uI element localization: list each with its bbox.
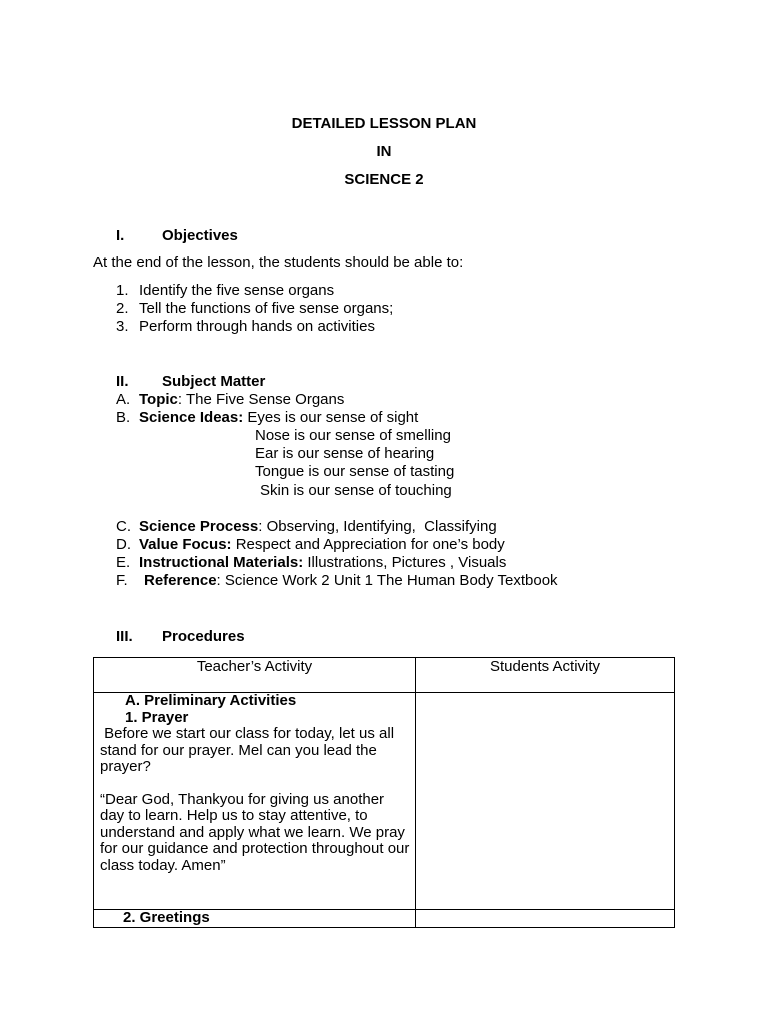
- students-activity-cell: [416, 693, 675, 910]
- list-item-letter: D.: [116, 536, 131, 553]
- topic-value: : The Five Sense Organs: [177, 391, 345, 408]
- table-header-cell: [94, 658, 416, 693]
- science-process-line: [139, 518, 497, 536]
- science-idea: Nose is our sense of smelling: [255, 427, 451, 444]
- list-item-letter: B.: [116, 409, 131, 426]
- science-idea: Ear is our sense of hearing: [255, 445, 435, 462]
- value-focus-label: Value Focus:: [139, 536, 232, 553]
- science-process-value: : Observing, Identifying, Classifying: [258, 518, 497, 535]
- science-idea: Eyes is our sense of sight: [243, 409, 419, 426]
- objective-item: Perform through hands on activities: [139, 318, 375, 335]
- objective-item: Identify the five sense organs: [139, 282, 335, 299]
- table-header-row: [94, 658, 675, 693]
- science-ideas-line: [139, 409, 418, 427]
- value-focus-value: Respect and Appreciation for one’s body: [231, 536, 505, 553]
- list-item-letter: A.: [116, 391, 131, 408]
- topic-line: [139, 391, 344, 409]
- table-row: [94, 910, 675, 928]
- document-title: DETAILED LESSON PLAN: [291, 115, 477, 132]
- reference-line: [144, 572, 558, 590]
- reference-value: : Science Work 2 Unit 1 The Human Body Textbook: [216, 572, 558, 589]
- list-item-number: 1.: [116, 282, 129, 299]
- section-numeral-subject-matter: II.: [116, 373, 129, 390]
- list-item-letter: F.: [116, 572, 128, 589]
- spacer: [100, 776, 411, 792]
- document-subject: SCIENCE 2: [344, 171, 424, 188]
- list-item-letter: E.: [116, 554, 131, 571]
- prayer-text: “Dear God, Thankyou for giving us another day to learn. Help us to stay attentive, to understand and apply what we learn. We pray for our guidance and protection throughout our class today. Amen”: [100, 790, 410, 874]
- procedures-table: [93, 657, 675, 928]
- value-focus-line: [139, 536, 505, 554]
- instructional-materials-label: Instructional Materials:: [139, 554, 304, 571]
- section-title-objectives: Objectives: [162, 227, 238, 244]
- instructional-materials-value: Illustrations, Pictures , Visuals: [303, 554, 507, 571]
- objectives-intro: At the end of the lesson, the students should be able to:: [93, 254, 464, 271]
- topic-label: Topic: [139, 391, 178, 408]
- greetings-heading: 2. Greetings: [123, 909, 210, 926]
- science-idea: Skin is our sense of touching: [260, 482, 452, 499]
- section-title-subject-matter: Subject Matter: [162, 373, 266, 390]
- teacher-activity-content: [94, 693, 415, 874]
- science-ideas-label: Science Ideas:: [139, 409, 244, 426]
- section-numeral-procedures: III.: [116, 628, 133, 645]
- prayer-heading: 1. Prayer: [125, 708, 189, 726]
- teacher-activity-header: Teacher’s Activity: [196, 658, 313, 675]
- science-process-label: Science Process: [139, 518, 259, 535]
- students-activity-header: Students Activity: [489, 658, 601, 675]
- preliminary-activities-heading: A. Preliminary Activities: [125, 692, 297, 709]
- objective-item: Tell the functions of five sense organs;: [139, 300, 394, 317]
- teacher-activity-cell: [94, 693, 416, 910]
- prayer-instruction: Before we start our class for today, let us all stand for our prayer. Mel can you lead the prayer?: [100, 725, 399, 775]
- list-item-number: 3.: [116, 318, 129, 335]
- instructional-materials-line: [139, 554, 506, 572]
- reference-label: Reference: [144, 572, 217, 589]
- science-idea: Tongue is our sense of tasting: [255, 463, 455, 480]
- teacher-activity-cell: [94, 910, 416, 928]
- table-header-cell: [416, 658, 675, 693]
- list-item-number: 2.: [116, 300, 129, 317]
- list-item-letter: C.: [116, 518, 131, 535]
- section-title-procedures: Procedures: [162, 628, 245, 645]
- table-row: [94, 693, 675, 910]
- section-numeral-objectives: I.: [116, 227, 125, 244]
- document-title-connector: IN: [376, 143, 392, 160]
- students-activity-cell: [416, 910, 675, 928]
